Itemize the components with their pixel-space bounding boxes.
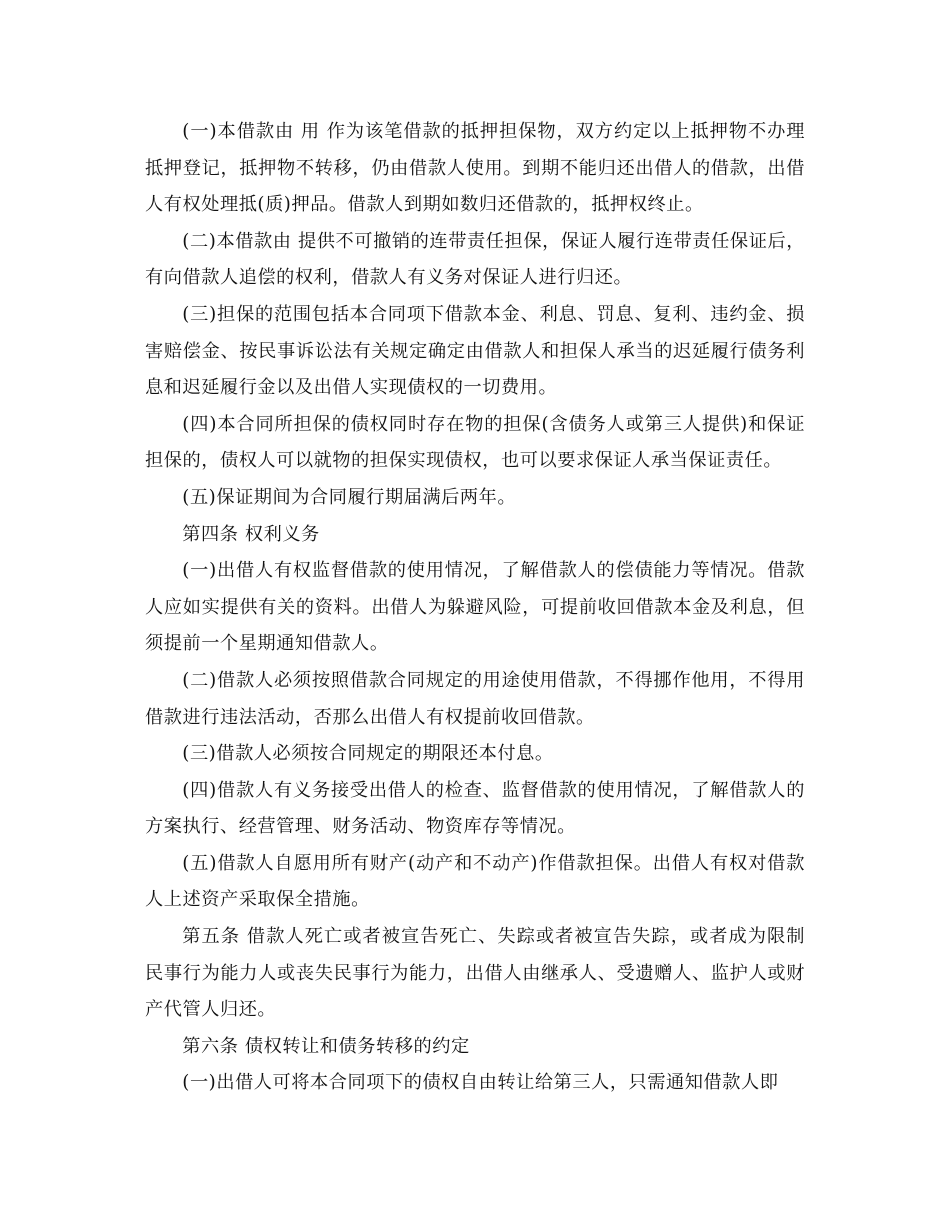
article-6-heading: 第六条 债权转让和债务转移的约定 — [182, 1035, 470, 1057]
paragraph-guarantee-scope: (三)担保的范围包括本合同项下借款本金、利息、罚息、复利、违约金、损害赔偿金、按民事诉讼法有关规定确定由借款人和担保人承当的迟延履行债务利息和迟延履行金以及出借人实现债权的一切费用。 — [145, 303, 805, 399]
article-4-heading: 第四条 权利义务 — [182, 523, 320, 545]
paragraph-lender-supervision: (一)出借人有权监督借款的使用情况，了解借款人的偿债能力等情况。借款人应如实提供有关的资料。出借人为躲避风险，可提前收回借款本金及利息，但须提前一个星期通知借款人。 — [145, 560, 805, 655]
paragraph-credit-transfer: (一)出借人可将本合同项下的债权自由转让给第三人，只需通知借款人即 — [182, 1072, 779, 1094]
article-5-paragraph: 第五条 借款人死亡或者被宣告死亡、失踪或者被宣告失踪，或者成为限制民事行为能力人或丧失民事行为能力，出借人由继承人、受遗赠人、监护人或财产代管人归还。 — [145, 926, 805, 1021]
paragraph-guarantee-period: (五)保证期间为合同履行期届满后两年。 — [182, 486, 517, 508]
paragraph-loan-usage: (二)借款人必须按照借款合同规定的用途使用借款，不得挪作他用，不得用借款进行违法活动，否那么出借人有权提前收回借款。 — [145, 669, 805, 728]
paragraph-property-guarantee: (五)借款人自愿用所有财产(动产和不动产)作借款担保。出借人有权对借款人上述资产采取保全措施。 — [145, 852, 805, 911]
paragraph-mixed-guarantee: (四)本合同所担保的债权同时存在物的担保(含债务人或第三人提供)和保证担保的，债权人可以就物的担保实现债权，也可以要求保证人承当保证责任。 — [145, 413, 805, 472]
paragraph-joint-liability-guarantee: (二)本借款由 提供不可撤销的连带责任担保，保证人履行连带责任保证后，有向借款人追偿的权利，借款人有义务对保证人进行归还。 — [145, 230, 805, 289]
paragraph-mortgage-guarantee: (一)本借款由 用 作为该笔借款的抵押担保物，双方约定以上抵押物不办理抵押登记，抵押物不转移，仍由借款人使用。到期不能归还出借人的借款，出借人有权处理抵(质)押品。借款人到期如数归还借款的，抵押权终止。 — [145, 121, 805, 216]
document-body — [145, 114, 805, 1102]
paragraph-repayment-term: (三)借款人必须按合同规定的期限还本付息。 — [182, 743, 554, 765]
paragraph-inspection-duty: (四)借款人有义务接受出借人的检查、监督借款的使用情况，了解借款人的方案执行、经营管理、财务活动、物资库存等情况。 — [145, 779, 805, 838]
